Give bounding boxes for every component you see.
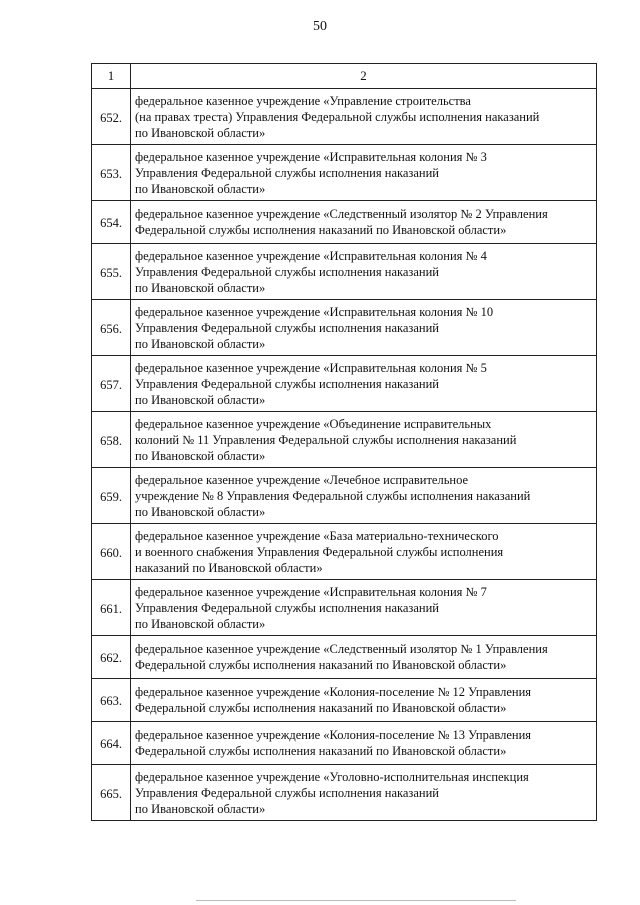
column-header-name: 2 xyxy=(131,64,597,89)
institution-name: федеральное казенное учреждение «Следственный изолятор № 1 Управления Федеральной службы исполнения наказаний по Ивановской области» xyxy=(131,636,597,679)
table-row xyxy=(92,636,597,679)
row-number: 661. xyxy=(92,580,131,636)
row-number: 655. xyxy=(92,244,131,300)
row-number: 657. xyxy=(92,356,131,412)
row-number: 662. xyxy=(92,636,131,679)
institutions-table xyxy=(91,63,597,821)
row-number: 653. xyxy=(92,145,131,201)
table-row xyxy=(92,524,597,580)
row-number: 665. xyxy=(92,765,131,821)
row-number: 656. xyxy=(92,300,131,356)
table-row xyxy=(92,201,597,244)
institution-name: федеральное казенное учреждение «Следственный изолятор № 2 Управления Федеральной службы исполнения наказаний по Ивановской области» xyxy=(131,201,597,244)
row-number: 663. xyxy=(92,679,131,722)
table-row xyxy=(92,679,597,722)
scan-edge-line xyxy=(196,900,516,901)
table-row xyxy=(92,89,597,145)
table-row xyxy=(92,765,597,821)
table-row xyxy=(92,244,597,300)
table-row xyxy=(92,300,597,356)
table-row xyxy=(92,412,597,468)
page-number: 50 xyxy=(313,19,327,34)
institution-name: федеральное казенное учреждение «Объединение исправительных колоний № 11 Управления Федеральной службы исполнения наказаний по Ивановской области» xyxy=(131,412,597,468)
institution-name: федеральное казенное учреждение «Исправительная колония № 10 Управления Федеральной службы исполнения наказаний по Ивановской области» xyxy=(131,300,597,356)
institution-name: федеральное казенное учреждение «База материально-технического и военного снабжения Управления Федеральной службы исполнения наказаний по Ивановской области» xyxy=(131,524,597,580)
table-header-row xyxy=(92,64,597,89)
row-number: 659. xyxy=(92,468,131,524)
row-number: 654. xyxy=(92,201,131,244)
row-number: 664. xyxy=(92,722,131,765)
table-row xyxy=(92,580,597,636)
table-row xyxy=(92,356,597,412)
institution-name: федеральное казенное учреждение «Исправительная колония № 7 Управления Федеральной службы исполнения наказаний по Ивановской области» xyxy=(131,580,597,636)
row-number: 652. xyxy=(92,89,131,145)
institution-name: федеральное казенное учреждение «Управление строительства (на правах треста) Управления Федеральной службы исполнения наказаний по Ивановской области» xyxy=(131,89,597,145)
institution-name: федеральное казенное учреждение «Уголовно-исполнительная инспекция Управления Федеральной службы исполнения наказаний по Ивановской области» xyxy=(131,765,597,821)
table-row xyxy=(92,145,597,201)
column-header-number: 1 xyxy=(92,64,131,89)
institution-name: федеральное казенное учреждение «Колония-поселение № 13 Управления Федеральной службы исполнения наказаний по Ивановской области» xyxy=(131,722,597,765)
row-number: 660. xyxy=(92,524,131,580)
row-number: 658. xyxy=(92,412,131,468)
institution-name: федеральное казенное учреждение «Колония-поселение № 12 Управления Федеральной службы исполнения наказаний по Ивановской области» xyxy=(131,679,597,722)
table-row xyxy=(92,468,597,524)
table-row xyxy=(92,722,597,765)
institution-name: федеральное казенное учреждение «Исправительная колония № 3 Управления Федеральной службы исполнения наказаний по Ивановской области» xyxy=(131,145,597,201)
institution-name: федеральное казенное учреждение «Лечебное исправительное учреждение № 8 Управления Федеральной службы исполнения наказаний по Ивановской области» xyxy=(131,468,597,524)
institution-name: федеральное казенное учреждение «Исправительная колония № 4 Управления Федеральной службы исполнения наказаний по Ивановской области» xyxy=(131,244,597,300)
institution-name: федеральное казенное учреждение «Исправительная колония № 5 Управления Федеральной службы исполнения наказаний по Ивановской области» xyxy=(131,356,597,412)
